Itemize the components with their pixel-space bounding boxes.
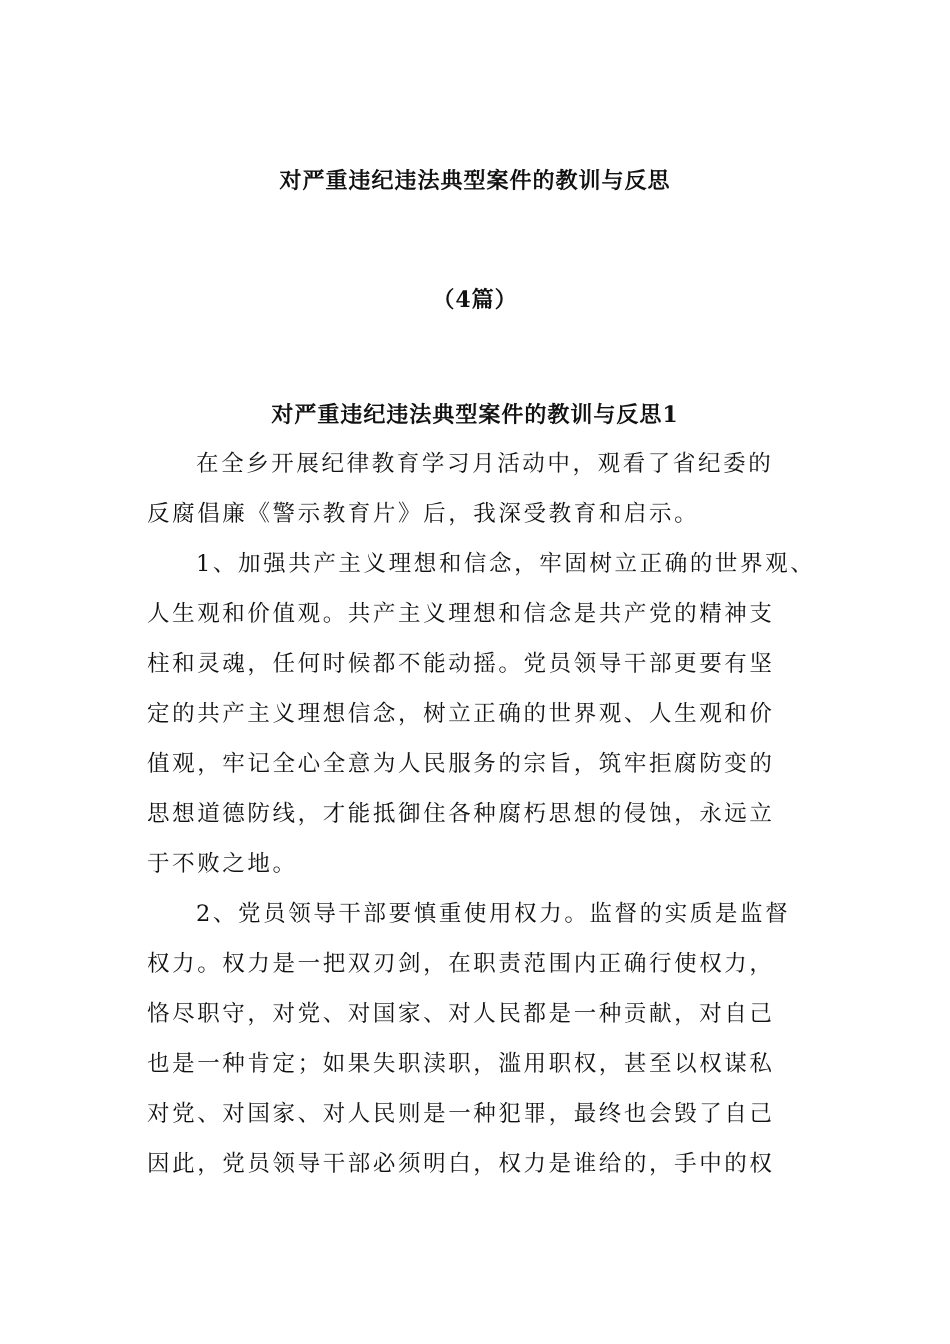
text-line: 于不败之地。 [147, 851, 298, 877]
text-line: 2、党员领导干部要慎重使用权力。监督的实质是监督 [196, 901, 791, 927]
section-heading: 对严重违纪违法典型案件的教训与反思1 [271, 402, 679, 428]
document-title: 对严重违纪违法典型案件的教训与反思 [279, 168, 671, 194]
text-line: 在全乡开展纪律教育学习月活动中，观看了省纪委的 [196, 451, 774, 477]
text-line: 人生观和价值观。共产主义理想和信念是共产党的精神支 [147, 601, 775, 627]
text-line: 也是一种肯定；如果失职渎职，滥用职权，甚至以权谋私 [147, 1051, 775, 1077]
text-line: 权力。权力是一把双刃剑，在职责范围内正确行使权力， [147, 951, 775, 977]
text-line: 定的共产主义理想信念，树立正确的世界观、人生观和价 [147, 701, 775, 727]
text-line: 反腐倡廉《警示教育片》后，我深受教育和启示。 [147, 501, 700, 527]
text-line: 对党、对国家、对人民则是一种犯罪，最终也会毁了自己 [147, 1101, 775, 1127]
text-line: 值观，牢记全心全意为人民服务的宗旨，筑牢拒腐防变的 [147, 751, 775, 777]
text-line: 1、加强共产主义理想和信念，牢固树立正确的世界观、 [196, 551, 816, 577]
text-line: 思想道德防线，才能抵御住各种腐朽思想的侵蚀，永远立 [147, 801, 775, 827]
document-count: （4篇） [432, 287, 518, 313]
text-line: 恪尽职守，对党、对国家、对人民都是一种贡献，对自己 [147, 1001, 775, 1027]
text-line: 因此，党员领导干部必须明白，权力是谁给的，手中的权 [147, 1151, 775, 1177]
text-line: 柱和灵魂，任何时候都不能动摇。党员领导干部更要有坚 [147, 651, 775, 677]
